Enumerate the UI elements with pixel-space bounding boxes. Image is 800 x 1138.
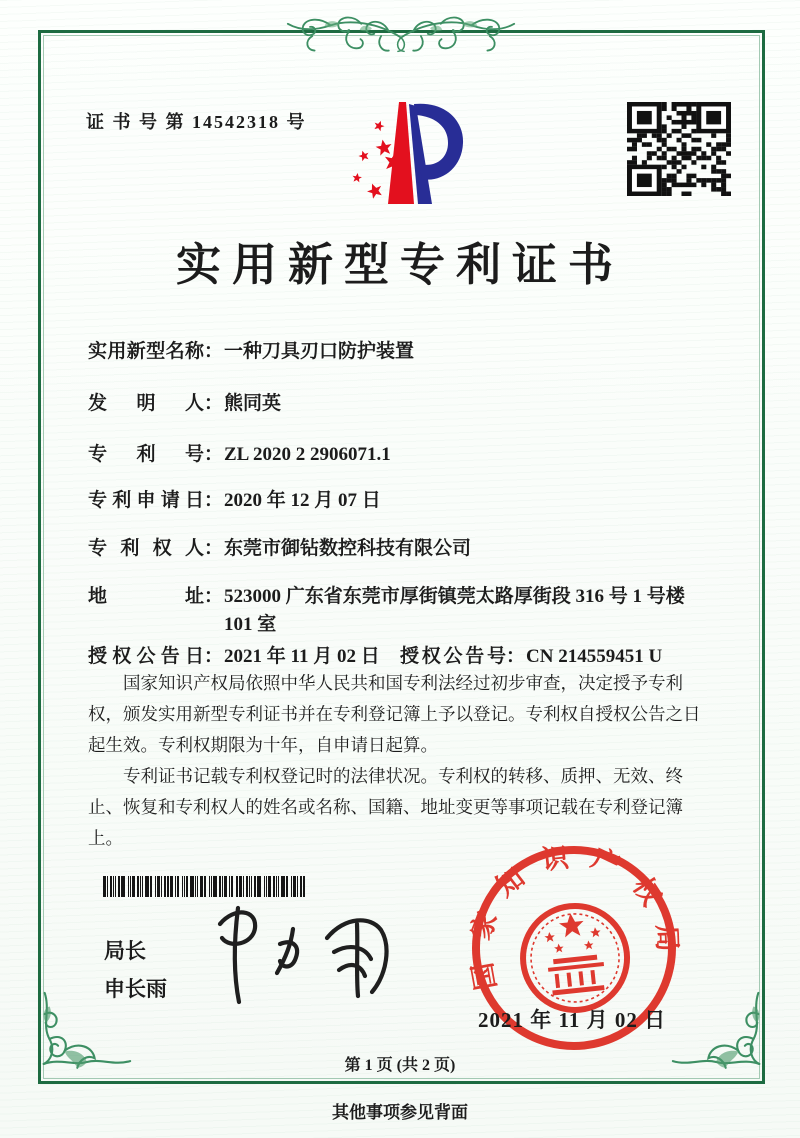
signer-block xyxy=(104,932,167,1008)
field-row-address xyxy=(88,583,716,639)
field-label: 专利申请日 xyxy=(88,490,204,511)
field-label: 实用新型名称 xyxy=(88,341,204,362)
back-side-note: 其他事项参见背面 xyxy=(332,1103,468,1122)
national-emblem-icon xyxy=(518,901,632,1015)
field-label: 地址 xyxy=(88,586,204,607)
legal-text xyxy=(88,668,715,854)
legal-paragraph: 国家知识产权局依照中华人民共和国专利法经过初步审查，决定授予专利权，颁发实用新型专利证书并在专利登记簿上予以登记。专利权自授权公告之日起生效。专利权期限为十年，自申请日起算。 xyxy=(88,673,701,755)
field-value: 2020 年 12 月 07 日 xyxy=(224,490,381,511)
legal-paragraph: 专利证书记载专利权登记时的法律状况。专利权的转移、质押、无效、终止、恢复和专利权人的姓名或名称、国籍、地址变更等事项记载在专利登记簿上。 xyxy=(88,766,683,848)
qr-code xyxy=(627,102,731,196)
field-row-patent-number xyxy=(88,441,716,469)
field-colon: ： xyxy=(204,646,224,667)
seal-text: 国家知识产权局 xyxy=(463,840,683,993)
field-label: 专利号 xyxy=(88,444,204,465)
field-colon: ： xyxy=(204,393,224,414)
page-number: 第 1 页 (共 2 页) xyxy=(344,1057,456,1074)
barcode xyxy=(103,876,309,897)
field-value: 523000 广东省东莞市厚街镇莞太路厚街段 316 号 1 号楼 101 室 xyxy=(224,586,685,635)
field-colon: ： xyxy=(204,490,224,511)
certificate-number: 证 书 号 第 14542318 号 xyxy=(86,112,307,132)
field-row-inventor xyxy=(88,390,716,418)
field-grant-number xyxy=(400,643,662,671)
signer-name: 申长雨 xyxy=(104,977,167,1001)
field-label: 专利权人 xyxy=(88,538,204,559)
cnipa-logo-icon xyxy=(342,96,467,208)
field-row-patentee xyxy=(88,535,716,563)
field-value: CN 214559451 U xyxy=(526,646,663,667)
certificate-title: 实用新型专利证书 xyxy=(175,240,624,290)
field-value: 东莞市御钻数控科技有限公司 xyxy=(224,538,472,559)
field-colon: ： xyxy=(204,586,224,607)
signer-title: 局长 xyxy=(104,939,146,963)
field-row-utility-model-name xyxy=(88,338,716,366)
certificate-fields xyxy=(88,338,716,671)
field-row-filing-date xyxy=(88,487,716,515)
field-label: 发明人 xyxy=(88,393,204,414)
field-row-grant xyxy=(88,643,716,671)
top-border-ornament-icon xyxy=(271,7,531,59)
field-value: 一种刀具刃口防护装置 xyxy=(224,341,415,362)
field-colon: ： xyxy=(506,646,526,667)
field-label: 授权公告号 xyxy=(400,646,506,667)
field-value: ZL 2020 2 2906071.1 xyxy=(224,444,391,465)
field-value: 熊同英 xyxy=(224,393,282,414)
field-label: 授权公告日 xyxy=(88,646,204,667)
seal-date: 2021 年 11 月 02 日 xyxy=(478,1008,667,1032)
field-value: 2021 年 11 月 02 日 xyxy=(224,646,380,667)
field-colon: ： xyxy=(204,341,224,362)
field-colon: ： xyxy=(204,444,224,465)
field-colon: ： xyxy=(204,538,224,559)
commissioner-signature-icon xyxy=(200,896,410,1006)
